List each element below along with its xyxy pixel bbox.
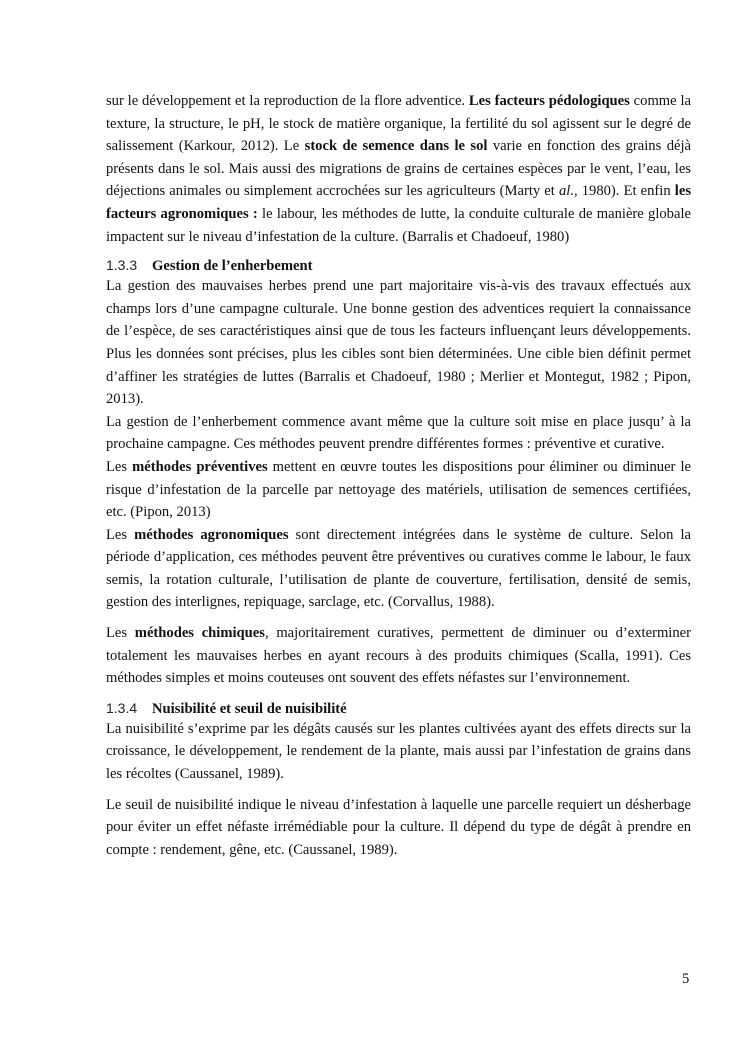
text-run: Les (106, 458, 133, 475)
section-title: Nuisibilité et seuil de nuisibilité (152, 700, 347, 717)
paragraph-gestion-debut: La gestion de l’enherbement commence avant même que la culture soit mise en place jusqu’ à la prochaine campagne. Ces méthodes peuvent prendre différentes formes : préventive et curative. (106, 413, 691, 453)
bold-term: méthodes préventives (132, 458, 268, 475)
text-run: , 1980). Et enfin (573, 183, 675, 200)
text-run: Les (106, 625, 135, 642)
section-number: 1.3.4 (106, 699, 138, 716)
section-number: 1.3.3 (106, 257, 138, 274)
text-run: varie en fonction des grains déjà présents dans le sol. Mais aussi des migrations de grains de certaines espèces par le vent, l’eau, les déjections animales ou simplement accrochées sur les agriculteurs (Marty et (106, 138, 692, 200)
text-run: mettent en œuvre toutes les dispositions pour éliminer ou diminuer le risque d’infestation de la parcelle par nettoyage des matériels, utilisation de semences certifiées, etc. (Pipon, 2013) (106, 458, 691, 521)
paragraph-nuisibilite: La nuisibilité s’exprime par les dégâts causés sur les plantes cultivées ayant des effets directs sur la croissance, le développement, le rendement de la plante, mais aussi par l’infestation de grains dans les récoltes (Caussanel, 1989). (106, 720, 691, 783)
italic-term: al. (558, 183, 574, 200)
page-number: 5 (682, 971, 690, 987)
paragraph-gap (106, 614, 691, 622)
paragraph-seuil: Le seuil de nuisibilité indique le niveau d’infestation à laquelle une parcelle requiert un désherbage pour éviter un effet néfaste irrémédiable pour la culture. Il dépend du type de dégât à prendre en compte : rendement, gêne, etc. (Caussanel, 1989). (106, 796, 691, 858)
paragraph-facteurs (106, 90, 691, 248)
text-run: sur le développement et la reproduction de la flore adventice. (106, 93, 469, 109)
text-run: , majoritairement curatives, permettent de diminuer ou d’exterminer totalement les mauvaises herbes en ayant recours à des produits chimiques (Scalla, 1991). Ces méthodes simples et moins couteuses ont souvent des effets néfastes sur l’environnement. (106, 625, 691, 687)
bold-term: les facteurs agronomiques : (106, 183, 691, 222)
paragraph-methodes-chimiques (106, 622, 691, 690)
text-run: sont directement intégrées dans le système de culture. Selon la période d’application, ces méthodes peuvent être préventives ou curatives comme le labour, le faux semis, la rotation culturale, l’utilisation de plante de couverture, fertilisation, densité de semis, gestion des interlignes, repiquage, sarclage, etc. (Corvallus, 1988). (106, 526, 691, 611)
text-run: Les (106, 526, 135, 543)
bold-term: Les facteurs pédologiques (468, 93, 630, 109)
section-title: Gestion de l’enherbement (152, 258, 313, 275)
text-run: comme la texture, la structure, le pH, le stock de matière organique, la fertilité du sol agissent sur le degré de salissement (Karkour, 2012). Le (106, 93, 691, 155)
paragraph-methodes-agronomiques (106, 524, 691, 614)
page-body (106, 90, 691, 861)
section-heading-1-3-4 (106, 696, 691, 718)
paragraph-gestion: La gestion des mauvaises herbes prend une part majoritaire vis-à-vis des travaux effectués aux champs lors d’une campagne culturale. Une bonne gestion des adventices requiert la connaissance de l’espèce, de ses caractéristiques ainsi que de tous les facteurs influençant leurs développements. Plus les données sont précises, plus les cibles sont bien déterminées. Une cible bien définit permet d’affiner les stratégies de luttes (Barralis et Chadoeuf, 1980 ; Merlier et Montegut, 1982 ; Pipon, 2013). (106, 278, 691, 408)
text-run: le labour, les méthodes de lutte, la conduite culturale de manière globale impactent sur le niveau d’infestation de la culture. (Barralis et Chadoeuf, 1980) (106, 205, 691, 245)
paragraph-gap (106, 786, 691, 794)
paragraph-methodes-preventives (106, 456, 691, 524)
bold-term: méthodes agronomiques (134, 526, 289, 543)
section-heading-1-3-3 (106, 253, 691, 275)
bold-term: méthodes chimiques (134, 625, 265, 642)
bold-term: stock de semence dans le sol (304, 138, 488, 155)
